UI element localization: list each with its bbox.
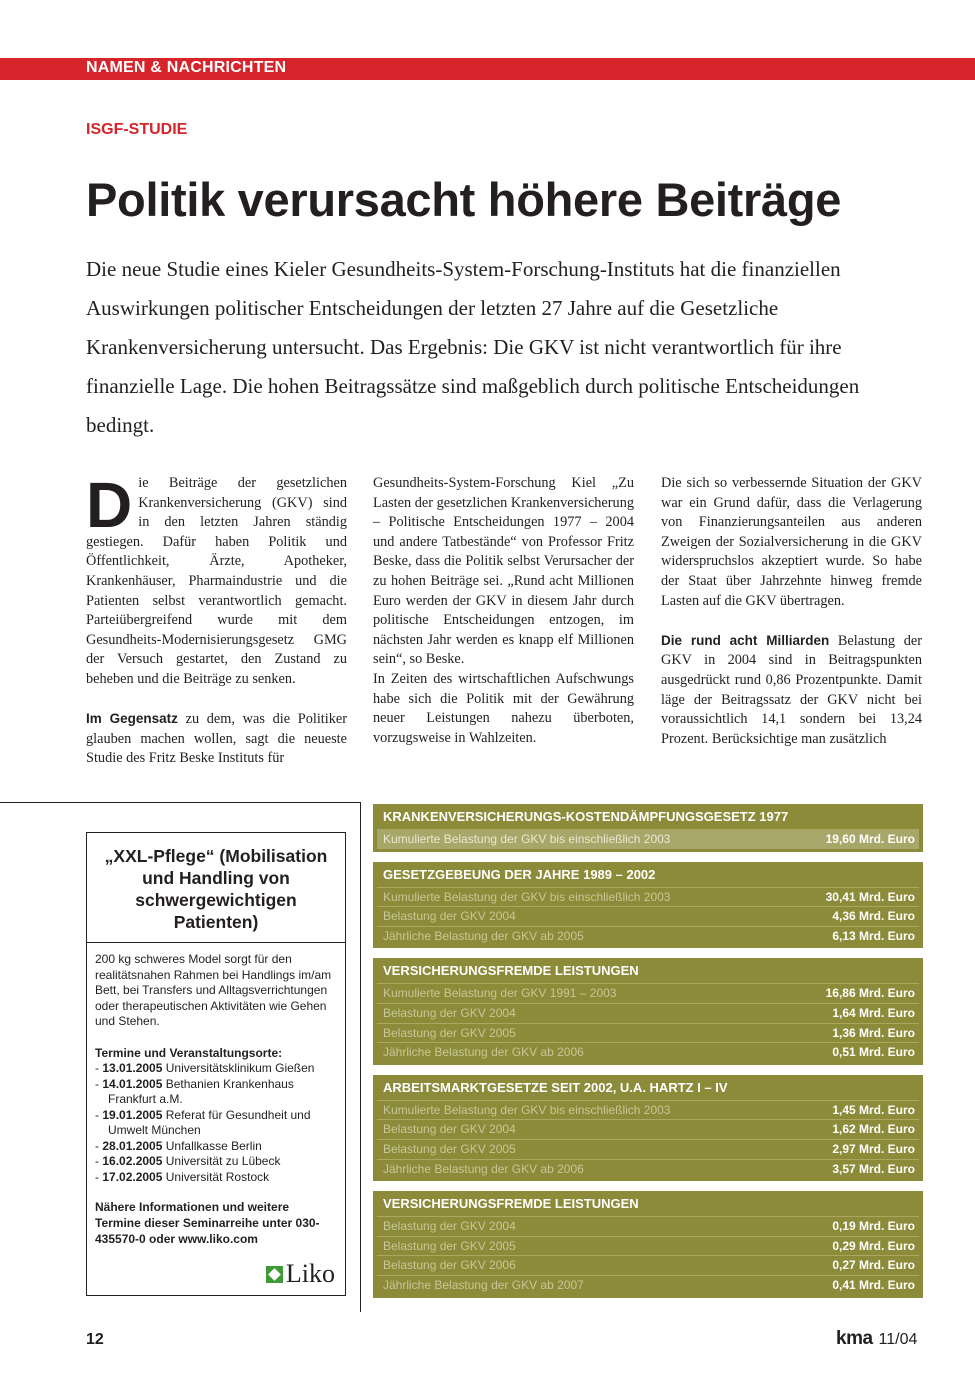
kicker: ISGF-STUDIE: [86, 121, 188, 138]
paragraph: Die sich so verbessernde Situation der GKV war ein Grund dafür, dass die Verlagerung von Finanzierungsanteilen aus anderen Zweigen der Sozialversicherung in die GKV widerspruchslos akzeptiert wurde. So habe der Staat über Jahrzehnte hinweg fremde Lasten auf die GKV übertragen.: [661, 475, 922, 609]
paragraph-lead-in: Im Gegensatz: [86, 711, 178, 727]
ad-body: 200 kg schweres Model sorgt für den realitätsnahen Rahmen bei Handlings im/am Bett, bei Transfers und Alltagsverrichtungen oder therapeutischen Aktivitäten wie Gehen und Stehen.: [95, 952, 332, 1028]
list-item: - 17.02.2005 Universität Rostock: [95, 1169, 270, 1184]
list-item: - 14.01.2005 Bethanien Krankenhaus Frankfurt a.M.: [95, 1076, 294, 1106]
list-item: - 19.01.2005 Referat für Gesundheit und Umwelt München: [95, 1107, 311, 1137]
table-block: [373, 1191, 923, 1297]
paragraph: [86, 469, 347, 690]
table-row: Jährliche Belastung der GKV ab 2007 0,41 Mrd. Euro: [377, 1275, 919, 1295]
ad-dates-list: [95, 1061, 337, 1185]
ad-dates-heading: Termine und Veranstaltungsorte:: [95, 1045, 283, 1060]
list-item: - 13.01.2005 Universitätsklinikum Gießen: [95, 1061, 315, 1075]
cost-tables: [373, 804, 923, 1308]
table-row: Kumulierte Belastung der GKV bis einschließlich 2003 19,60 Mrd. Euro: [377, 829, 919, 849]
table-row: Belastung der GKV 2004 0,19 Mrd. Euro: [377, 1216, 919, 1236]
table-row: Belastung der GKV 2004 4,36 Mrd. Euro: [377, 906, 919, 926]
liko-logo-icon: [266, 1266, 283, 1283]
table-heading: KRANKENVERSICHERUNGS-KOSTENDÄMPFUNGSGESETZ 1977: [383, 809, 789, 824]
issue-number: 11/04: [878, 1331, 918, 1348]
table-row: Belastung der GKV 2004 1,64 Mrd. Euro: [377, 1003, 919, 1023]
lead-paragraph: Die neue Studie eines Kieler Gesundheits-System-Forschung-Instituts hat die finanziellen Auswirkungen politischer Entscheidungen der letzten 27 Jahre auf die Gesetzliche Krankenversicherung untersucht. Das Ergebnis: Die GKV ist nicht verantwortlich für ihre finanzielle Lage. Die hohen Beitragssätze sind maßgeblich durch politische Entscheidungen bedingt.: [86, 257, 860, 437]
table-row: Belastung der GKV 2004 1,62 Mrd. Euro: [377, 1119, 919, 1139]
paragraph-text: Belastung der GKV in 2004 sind in Beitragspunkten ausgedrückt rund 0,86 Prozentpunkte. Damit läge der Beitragssatz der GKV nicht bei voraussichtlich 14,1 sondern bei 13,24 Prozent. Berücksichtige man zusätzlich: [661, 632, 922, 747]
ad-contact: Nähere Informationen und weitere Termine dieser Seminarreihe unter 030-435570-0 oder www.liko.com: [95, 1200, 320, 1246]
logo-text: Liko: [285, 1259, 335, 1288]
table-block: [373, 804, 923, 852]
table-heading: GESETZGEBEUNG DER JAHRE 1989 – 2002: [383, 866, 656, 882]
table-row: Belastung der GKV 2005 2,97 Mrd. Euro: [377, 1139, 919, 1159]
table-row: Jährliche Belastung der GKV ab 2006 3,57 Mrd. Euro: [377, 1159, 919, 1179]
magazine-logo: kma: [836, 1328, 873, 1349]
headline: Politik verursacht höhere Beiträge: [86, 173, 842, 226]
paragraph-text: ie Beiträge der gesetzlichen Krankenversicherung (GKV) sind in den letzten Jahren ständig gestiegen. Dafür haben Politik und Öffentlichkeit, Ärzte, Apotheker, Krankenhäuser, Pharmaindustrie und die Patienten selbst verantwortlich gemacht. Parteiübergreifend wurde mit dem Gesundheits-Modernisierungsgesetz GMG der Versuch gestartet, den Zustand zu beheben und die Beiträge zu senken.: [86, 475, 347, 687]
paragraph-lead-in: Die rund acht Milliarden: [661, 632, 830, 648]
ad-title: „XXL-Pflege“ (Mobilisation und Handling von schwergewichtigen Patienten): [104, 846, 328, 932]
paragraph: In Zeiten des wirtschaftlichen Aufschwungs habe sich die Politik mit der Gewährung neuer Leistungen nahezu überboten, vorzugsweise in Wahlzeiten.: [373, 670, 634, 746]
body-column-3: [661, 474, 922, 749]
table-row: Kumulierte Belastung der GKV bis einschließlich 2003 1,45 Mrd. Euro: [377, 1100, 919, 1120]
table-row: Kumulierte Belastung der GKV bis einschließlich 2003 30,41 Mrd. Euro: [377, 887, 919, 907]
paragraph: [661, 631, 922, 750]
dropcap: D: [86, 469, 133, 541]
table-row: Belastung der GKV 2006 0,27 Mrd. Euro: [377, 1255, 919, 1275]
table-row: Belastung der GKV 2005 1,36 Mrd. Euro: [377, 1023, 919, 1043]
footer-brand: [836, 1328, 917, 1350]
table-row: Jährliche Belastung der GKV ab 2006 0,51 Mrd. Euro: [377, 1042, 919, 1062]
table-heading: VERSICHERUNGSFREMDE LEISTUNGEN: [383, 963, 639, 979]
divider: [87, 942, 345, 943]
table-row: Jährliche Belastung der GKV ab 2005 6,13 Mrd. Euro: [377, 926, 919, 946]
body-column-2: [373, 474, 634, 748]
paragraph: Gesundheits-System-Forschung Kiel „Zu Lasten der gesetzlichen Krankenversicherung – Politische Entscheidungen 1977 – 2004 und andere Tatbestände“ von Professor Fritz Beske, dass die Politik selbst Verursacher der zu hohen Beiträge sei. „Rund acht Millionen Euro werden der GKV in diesem Jahr durch politische Entscheidungen entzogen, im nächsten Jahr werden es knapp elf Millionen sein“, so Beske.: [373, 475, 634, 668]
table-block: [373, 958, 923, 1064]
table-block: [373, 1075, 923, 1181]
body-column-1: [86, 469, 348, 769]
section-label: NAMEN & NACHRICHTEN: [86, 59, 287, 76]
section-bar: [0, 58, 975, 80]
table-row: Belastung der GKV 2005 0,29 Mrd. Euro: [377, 1236, 919, 1256]
table-heading: VERSICHERUNGSFREMDE LEISTUNGEN: [383, 1196, 639, 1212]
list-item: - 16.02.2005 Universität zu Lübeck: [95, 1154, 281, 1168]
liko-logo: [266, 1261, 335, 1287]
table-row: Kumulierte Belastung der GKV 1991 – 2003 16,86 Mrd. Euro: [377, 983, 919, 1003]
advertisement: [86, 832, 346, 1296]
table-heading: ARBEITSMARKTGESETZE SEIT 2002, U.A. HARTZ I – IV: [383, 1079, 728, 1095]
paragraph: [86, 709, 347, 769]
paragraph-text: zu dem, was die Politiker glauben machen wollen, sagt die neueste Studie des Fritz Beske Instituts für: [86, 711, 348, 767]
page-number: 12: [86, 1331, 104, 1348]
list-item: - 28.01.2005 Unfallkasse Berlin: [95, 1138, 262, 1153]
table-block: [373, 862, 923, 949]
